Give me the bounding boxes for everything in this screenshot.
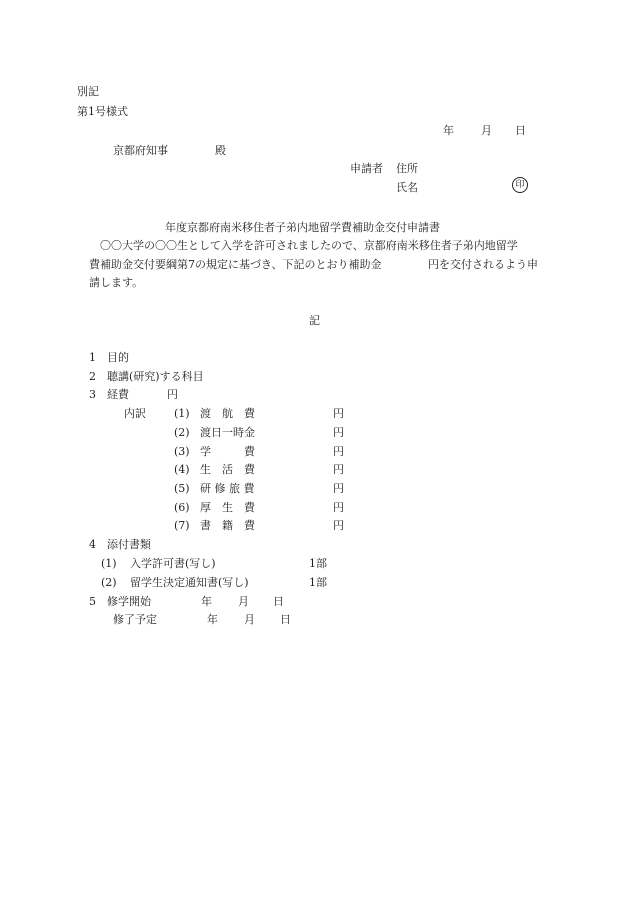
honorific: 殿	[215, 144, 226, 157]
body-line-2b: 円を交付されるよう申	[428, 258, 538, 271]
start-year: 年	[201, 595, 212, 608]
expense-no: (1)	[174, 407, 190, 420]
attachment-label: 別記	[77, 85, 99, 98]
form-number: 第1号様式	[77, 105, 128, 118]
expense-name: 研 修 旅 費	[200, 482, 255, 495]
expense-unit: 円	[333, 482, 344, 495]
expense-no: (5)	[174, 482, 190, 495]
addressee: 京都府知事	[113, 144, 168, 157]
attachment-no: (2)	[101, 576, 117, 589]
attachment-count: 1部	[309, 557, 327, 570]
seal-text: 印	[515, 179, 525, 190]
start-day: 日	[273, 595, 284, 608]
attachment-name: 入学許可書(写し)	[130, 557, 216, 570]
completion-day: 日	[280, 613, 291, 626]
attachment-count: 1部	[309, 576, 327, 589]
expense-no: (7)	[174, 519, 190, 532]
completion-label: 修了予定	[113, 613, 157, 626]
expense-no: (3)	[174, 445, 190, 458]
completion-year: 年	[207, 613, 218, 626]
item-expenses: 3 経費	[89, 388, 129, 401]
item-attachments: 4 添付書類	[89, 538, 151, 551]
name-label: 氏名	[396, 181, 418, 194]
completion-month: 月	[244, 613, 255, 626]
body-line-3: 請します。	[89, 276, 144, 289]
expense-name: 渡日一時金	[200, 426, 255, 439]
expense-no: (2)	[174, 426, 190, 439]
applicant-label: 申請者	[350, 162, 383, 175]
expense-no: (6)	[174, 501, 190, 514]
body-line-1: 〇〇大学の〇〇生として入学を許可されましたので、京都府南米移住者子弟内地留学	[100, 239, 518, 252]
breakdown-label: 内訳	[124, 407, 146, 420]
start-month: 月	[238, 595, 249, 608]
item-study-start: 5 修学開始	[89, 595, 151, 608]
expense-name: 生 活 費	[200, 463, 255, 476]
address-label: 住所	[396, 162, 418, 175]
expense-name: 書 籍 費	[200, 519, 255, 532]
expense-unit: 円	[333, 463, 344, 476]
date-month: 月	[481, 124, 492, 137]
item-expenses-yen: 円	[167, 388, 178, 401]
expense-unit: 円	[333, 407, 344, 420]
expense-name: 学 費	[200, 445, 255, 458]
expense-unit: 円	[333, 519, 344, 532]
expense-name: 渡 航 費	[200, 407, 255, 420]
date-year: 年	[443, 124, 454, 137]
expense-unit: 円	[333, 445, 344, 458]
expense-no: (4)	[174, 463, 190, 476]
item-purpose: 1 目的	[89, 351, 129, 364]
ki-heading: 記	[309, 314, 320, 327]
expense-unit: 円	[333, 426, 344, 439]
seal-mark	[512, 177, 528, 193]
item-subjects: 2 聴講(研究)する科目	[89, 370, 204, 383]
document-title: 年度京都府南米移住者子弟内地留学費補助金交付申請書	[165, 221, 440, 234]
expense-name: 厚 生 費	[200, 501, 255, 514]
body-line-2a: 費補助金交付要綱第7の規定に基づき、下記のとおり補助金	[89, 258, 382, 271]
date-day: 日	[515, 124, 526, 137]
attachment-name: 留学生決定通知書(写し)	[130, 576, 249, 589]
expense-unit: 円	[333, 501, 344, 514]
attachment-no: (1)	[101, 557, 117, 570]
